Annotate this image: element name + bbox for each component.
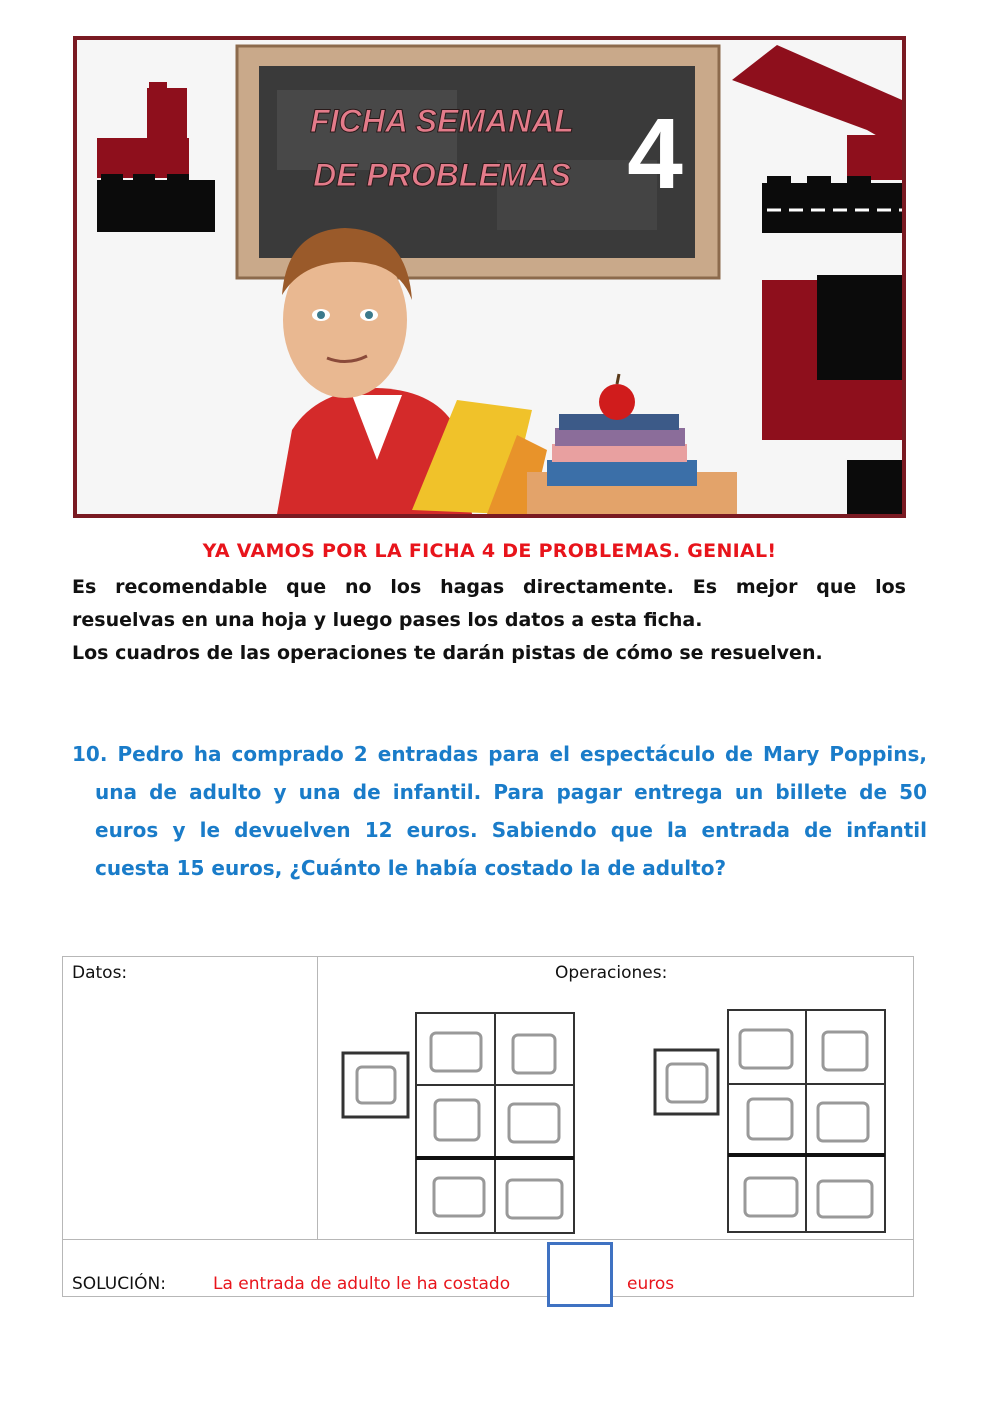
divisor-input[interactable] [357, 1067, 395, 1103]
lego-bricks-left [97, 82, 215, 232]
lego-bricks-right [732, 45, 902, 514]
banner-title-line2: DE PROBLEMAS [313, 157, 571, 193]
digit-input[interactable] [818, 1181, 872, 1217]
problem-line-2: una de adulto y una de infantil. Para pagar entrega un billete de 50 [95, 780, 927, 804]
digit-input[interactable] [823, 1032, 867, 1070]
datos-cell[interactable] [63, 957, 318, 1239]
solucion-label: SOLUCIÓN: [72, 1274, 166, 1294]
intro-line-1: Es recomendable que no los hagas directamente. Es mejor que los [72, 576, 906, 598]
problem-line-4: cuesta 15 euros, ¿Cuánto le había costado la de adulto? [95, 856, 727, 880]
banner-number: 4 [627, 98, 683, 210]
books-and-apple [527, 374, 737, 514]
operation-grids [318, 957, 913, 1239]
digit-input[interactable] [740, 1030, 792, 1068]
operaciones-label: Operaciones: [555, 963, 668, 983]
digit-input[interactable] [745, 1178, 797, 1216]
datos-label: Datos: [72, 963, 128, 983]
intro-line-2: resuelvas en una hoja y luego pases los datos a esta ficha. [72, 609, 703, 631]
digit-input[interactable] [507, 1180, 562, 1218]
digit-input[interactable] [435, 1100, 479, 1140]
problem-line-1: 10. Pedro ha comprado 2 entradas para el espectáculo de Mary Poppins, [72, 742, 927, 766]
solucion-text: La entrada de adulto le ha costado [213, 1274, 511, 1294]
problem-statement [72, 735, 927, 887]
banner-illustration [77, 40, 902, 514]
digit-input[interactable] [513, 1035, 555, 1073]
work-table [62, 956, 914, 1297]
answer-input[interactable] [547, 1242, 613, 1307]
operation-grid-2 [655, 1010, 885, 1232]
solucion-cell [63, 1239, 913, 1296]
digit-input[interactable] [748, 1099, 792, 1139]
intro-heading: YA VAMOS POR LA FICHA 4 DE PROBLEMAS. GENIAL! [202, 540, 777, 562]
banner-title-line1: FICHA SEMANAL [310, 103, 574, 139]
digit-input[interactable] [431, 1033, 481, 1071]
intro-line-3: Los cuadros de las operaciones te darán pistas de cómo se resuelven. [72, 642, 823, 664]
divisor-input[interactable] [667, 1064, 707, 1102]
digit-input[interactable] [434, 1178, 484, 1216]
header-banner [73, 36, 906, 518]
operaciones-cell [318, 957, 913, 1239]
digit-input[interactable] [818, 1103, 868, 1141]
problem-line-3: euros y le devuelven 12 euros. Sabiendo que la entrada de infantil [95, 818, 927, 842]
digit-input[interactable] [509, 1104, 559, 1142]
solucion-unit: euros [627, 1274, 675, 1294]
operation-grid-1 [343, 1013, 574, 1233]
